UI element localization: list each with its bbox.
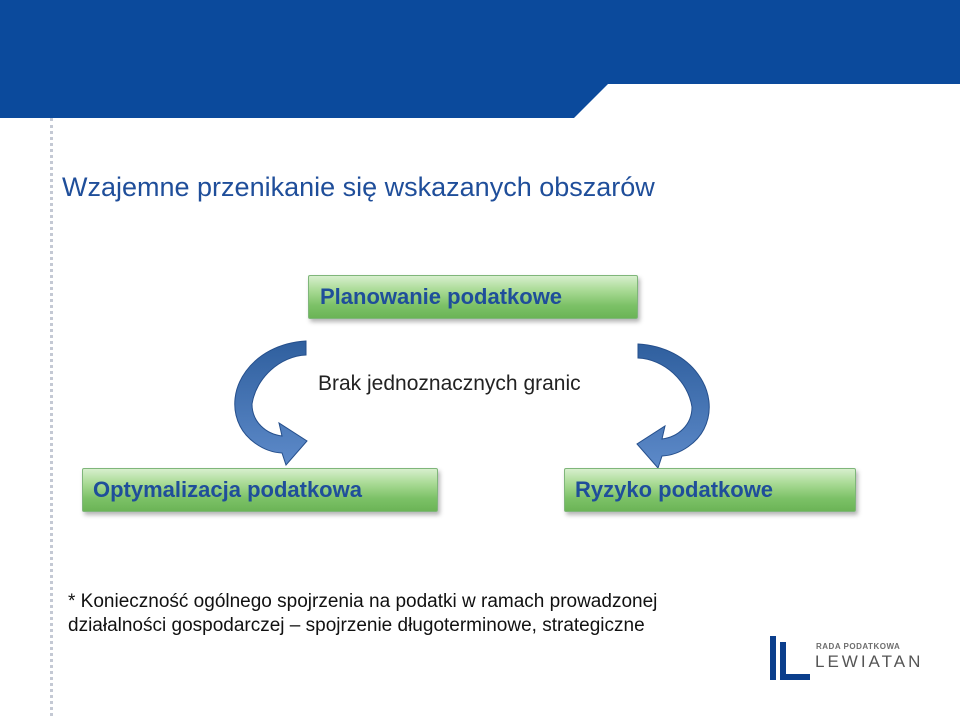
- left-curved-arrow: [235, 341, 307, 465]
- risk-box-label: Ryzyko podatkowe: [575, 477, 774, 502]
- risk-box: [564, 468, 856, 512]
- footnote: [68, 590, 657, 638]
- slide-title: Wzajemne przenikanie się wskazanych obszarów: [62, 172, 655, 202]
- footnote-line-2: działalności gospodarczej – spojrzenie długoterminowe, strategiczne: [68, 615, 645, 636]
- right-curved-arrow: [637, 344, 709, 468]
- boundary-label: Brak jednoznacznych granic: [318, 372, 581, 395]
- logo-mark-icon: [768, 634, 812, 684]
- planning-box-label: Planowanie podatkowe: [320, 284, 563, 309]
- optimization-box: [82, 468, 438, 512]
- lewiatan-logo: [768, 634, 928, 684]
- logo-small-text: RADA PODATKOWA: [816, 642, 901, 651]
- optimization-box-label: Optymalizacja podatkowa: [93, 477, 362, 502]
- planning-box: [308, 275, 638, 319]
- logo-big-text: LEWIATAN: [815, 652, 924, 671]
- footnote-line-1: * Konieczność ogólnego spojrzenia na podatki w ramach prowadzonej: [68, 591, 658, 612]
